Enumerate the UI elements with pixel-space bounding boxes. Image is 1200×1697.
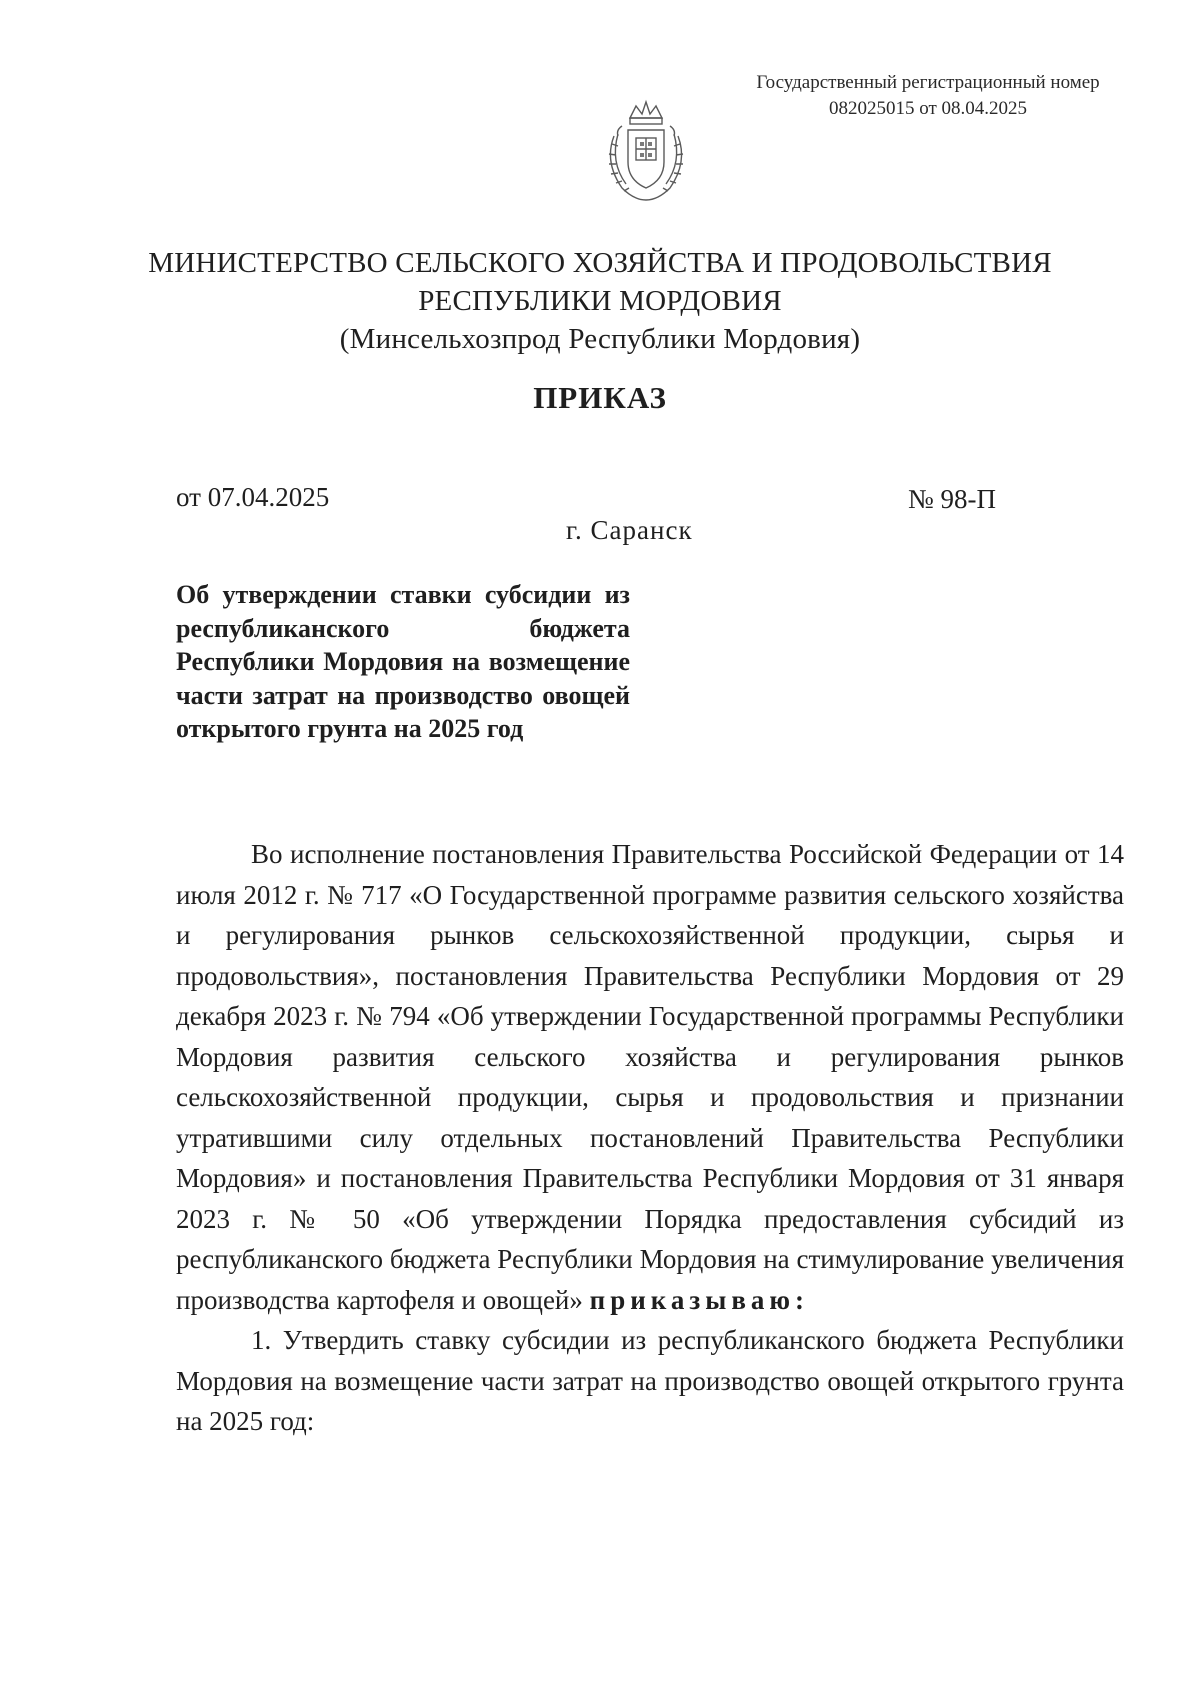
order-number: № 98-П: [908, 484, 997, 514]
registration-stamp: [708, 70, 1148, 122]
order-city: г. Саранск: [566, 515, 693, 545]
order-date: от 07.04.2025: [176, 482, 330, 512]
registration-label: Государственный регистрационный номер: [756, 72, 1100, 93]
ministry-name-line1: МИНИСТЕРСТВО СЕЛЬСКОГО ХОЗЯЙСТВА И ПРОДОВОЛЬСТВИЯ: [148, 247, 1052, 279]
command-word: приказываю:: [589, 1284, 810, 1315]
preamble-text: Во исполнение постановления Правительства Российской Федерации от 14 июля 2012 г. № 717 «О Государственной программе развития сельского хозяйства и регулирования рынков сельскохозяйственной продукции, сырья и продовольствия», постановления Правительства Республики Мордовия от 29 декабря 2023 г. № 794 «Об утверждении Государственной программы Республики Мордовия развития сельского хозяйства и регулирования рынков сельскохозяйственной продукции, сырья и продовольствия и признании утратившими силу отдельных постановлений Правительства Республики Мордовия» и постановления Правительства Республики Мордовия от 31 января 2023 г. № 50 «Об утверждении Порядка предоставления субсидий из республиканского бюджета Республики Мордовия на стимулирование увеличения производства картофеля и овощей»: [176, 839, 1124, 1315]
ministry-name-line2: РЕСПУБЛИКИ МОРДОВИЯ: [418, 285, 782, 317]
order-body: [176, 834, 1124, 1442]
preamble-paragraph: [176, 834, 1124, 1320]
item-1-paragraph: 1. Утвердить ставку субсидии из республиканского бюджета Республики Мордовия на возмещение части затрат на производство овощей открытого грунта на 2025 год:: [176, 1325, 1124, 1436]
registration-number: 082025015 от 08.04.2025: [828, 98, 1028, 119]
ministry-header: [100, 244, 1100, 358]
ministry-short-name: (Минсельхозпрод Республики Мордовия): [339, 323, 861, 355]
document-type-title: ПРИКАЗ: [533, 380, 667, 415]
order-subject: Об утверждении ставки субсидии из республиканского бюджета Республики Мордовия на возмещение части затрат на производство овощей открытого грунта на 2025 год: [176, 580, 630, 743]
coat-of-arms-icon: [596, 96, 696, 208]
